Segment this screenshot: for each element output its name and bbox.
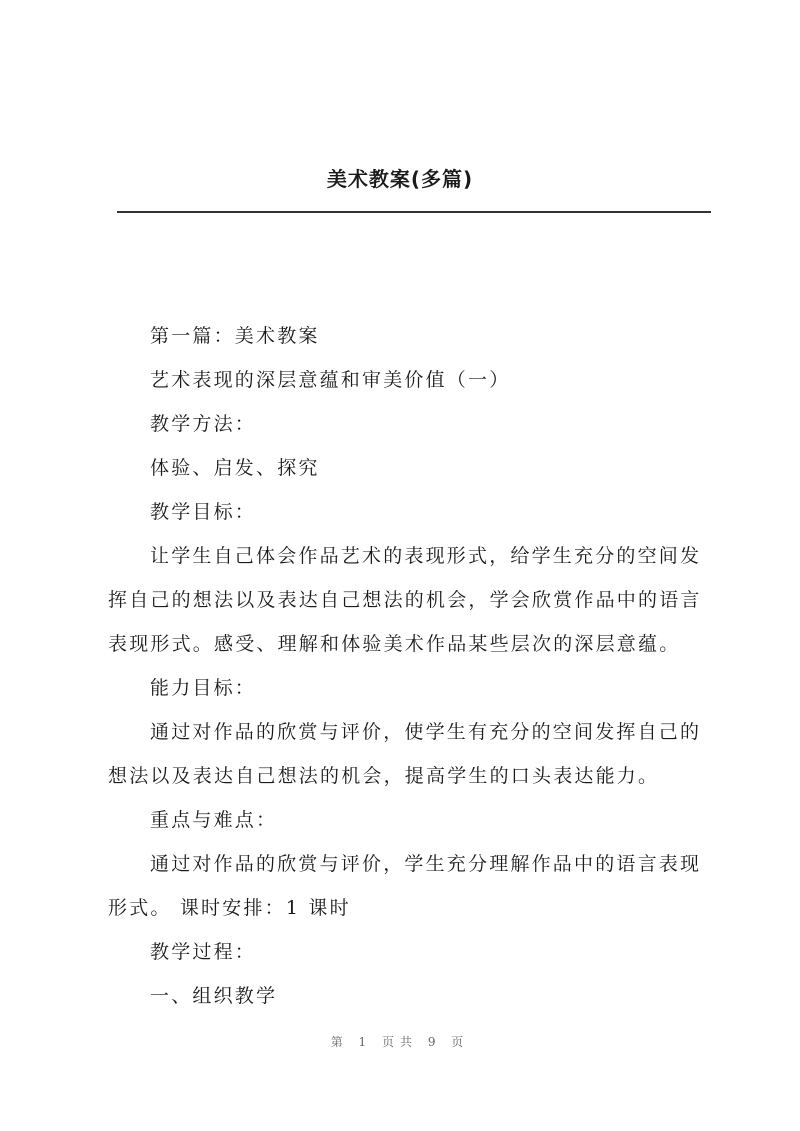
teaching-goal-text-line: 表现形式。感受、理解和体验美术作品某些层次的深层意蕴。	[108, 633, 681, 655]
ability-goal-label: 能力目标：	[150, 677, 257, 699]
teaching-process-label: 教学过程：	[150, 941, 257, 963]
teaching-goal-text-line: 挥自己的想法以及表达自己想法的机会，学会欣赏作品中的语言	[108, 589, 702, 611]
document-title: 美术教案(多篇)	[326, 167, 474, 191]
key-points-label: 重点与难点：	[150, 809, 278, 831]
process-step: 一、组织教学	[150, 985, 278, 1007]
key-points-text-line: 通过对作品的欣赏与评价，学生充分理解作品中的语言表现	[150, 853, 702, 875]
lesson-title: 艺术表现的深层意蕴和审美价值（一）	[150, 369, 511, 391]
teaching-goal-label: 教学目标：	[150, 501, 257, 523]
page-footer: 第 1 页共 9 页	[330, 1035, 470, 1049]
document-body	[108, 314, 712, 1018]
section-heading: 第一篇：美术教案	[150, 325, 320, 347]
teaching-goal-text-line: 让学生自己体会作品艺术的表现形式，给学生充分的空间发	[150, 545, 702, 567]
teaching-method-text: 体验、启发、探究	[150, 457, 320, 479]
key-points-text-line: 形式。 课时安排：1 课时	[108, 897, 351, 919]
title-divider	[117, 211, 711, 213]
teaching-method-label: 教学方法：	[150, 413, 257, 435]
ability-goal-text-line: 想法以及表达自己想法的机会，提高学生的口头表达能力。	[108, 765, 660, 787]
ability-goal-text-line: 通过对作品的欣赏与评价，使学生有充分的空间发挥自己的	[150, 721, 702, 743]
